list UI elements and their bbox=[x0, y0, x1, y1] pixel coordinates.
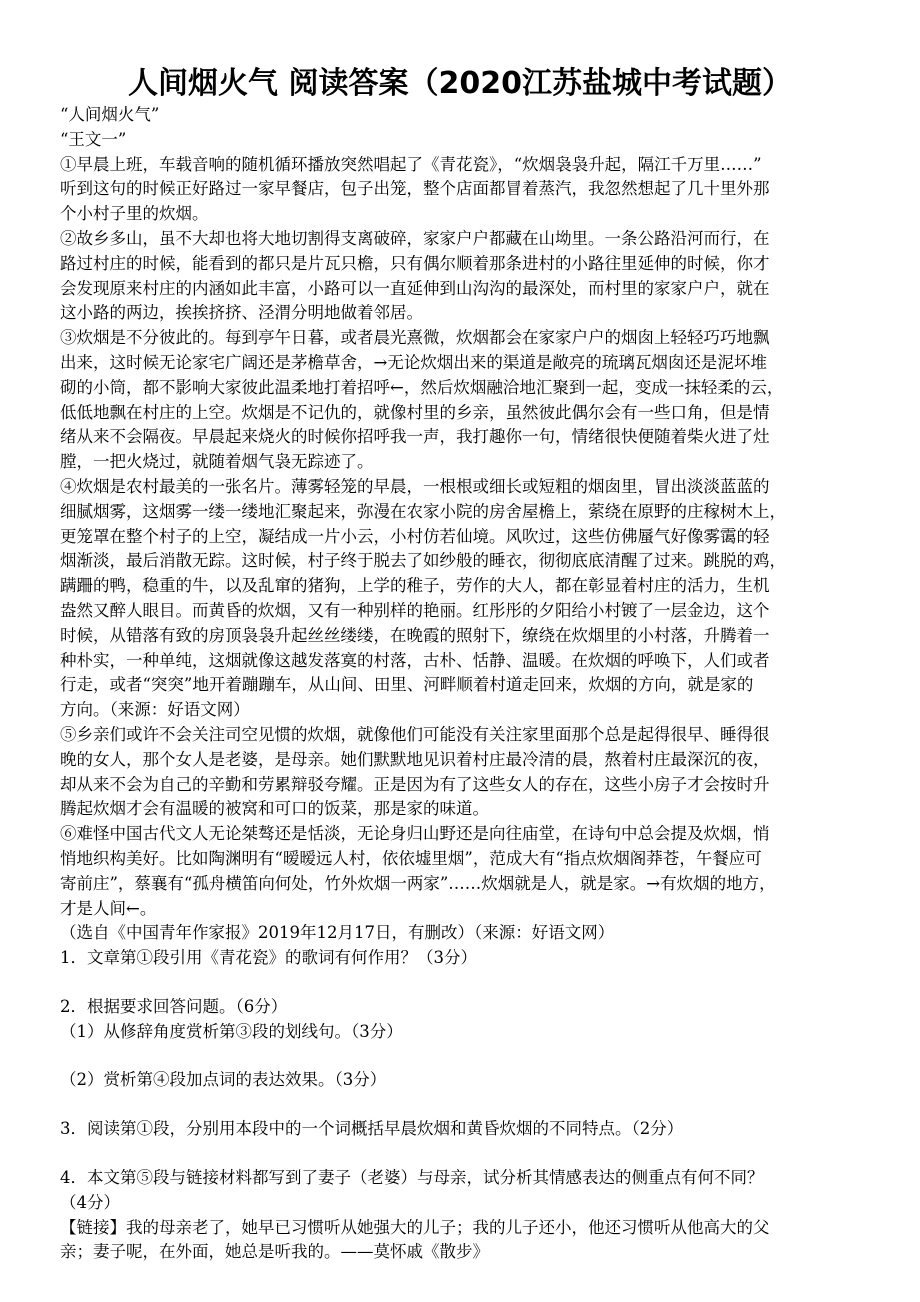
text-line: 晚的女人，那个女人是老婆，是母亲。她们默默地见识着村庄最冷清的晨，熬着村庄最深沉的夜， bbox=[60, 749, 770, 769]
source-note: （选自《中国青年作家报》2019年12月17日，有删改）（来源：好语文网） bbox=[60, 923, 615, 943]
text-line: 绪从来不会隔夜。早晨起来烧火的时候你招呼我一声，我打趣你一句，情绪很快便随着柴火进了灶 bbox=[60, 427, 770, 447]
text-line: 时候，从错落有致的房顶袅袅升起丝丝缕缕，在晚霞的照射下，缭绕在炊烟里的小村落，升腾着一 bbox=[60, 625, 770, 645]
text-line: 悄地织构美好。比如陶渊明有“暧暧远人村，依依墟里烟”，范成大有“指点炊烟阁莽苍，午餐应可 bbox=[60, 848, 762, 868]
question-2: 2．根据要求回答问题。（6分） bbox=[60, 996, 288, 1016]
text-line: 才是人间←。 bbox=[60, 898, 157, 918]
text-line: ⑤乡亲们或许不会关注司空见惯的炊烟，就像他们可能没有关注家里面那个总是起得很早、睡得很 bbox=[60, 724, 770, 744]
text-line: 蹒跚的鸭，稳重的牛，以及乱窜的猪狗，上学的稚子，劳作的大人，都在彰显着村庄的活力，生机 bbox=[60, 576, 770, 596]
link-material: 亲；妻子呢，在外面，她总是听我的。——莫怀戚《散步》 bbox=[60, 1242, 489, 1262]
text-line: 砌的小筒，都不影响大家彼此温柔地打着招呼←，然后炊烟融洽地汇聚到一起，变成一抹轻柔的云， bbox=[60, 377, 784, 397]
text-line: 会发现原来村庄的内涵如此丰富，小路可以一直延伸到山沟沟的最深处，而村里的家家户户，就在 bbox=[60, 278, 770, 298]
text-line: ③炊烟是不分彼此的。每到亭午日暮，或者晨光熹微，炊烟都会在家家户户的烟囱上轻轻巧巧地飘 bbox=[60, 328, 770, 348]
text-line: 膛，一把火烧过，就随着烟气袅无踪迹了。 bbox=[60, 452, 374, 472]
page-title: 人间烟火气 阅读答案（2020江苏盐城中考试题） bbox=[128, 66, 792, 101]
text-line: “人间烟火气” bbox=[60, 105, 160, 124]
text-line: 烟渐淡，最后消散无踪。这时候，村子终于脱去了如纱般的睡衣，彻彻底底清醒了过来。跳脱的鸡， bbox=[60, 551, 786, 571]
question-4: 4．本文第⑤段与链接材料都写到了妻子（老婆）与母亲，试分析其情感表达的侧重点有何不同？ bbox=[60, 1168, 764, 1188]
text-line: ②故乡多山，虽不大却也将大地切割得支离破碎，家家户户都藏在山坳里。一条公路沿河而行，在 bbox=[60, 228, 770, 248]
text-line: 行走，或者“突突”地开着蹦蹦车，从山间、田里、河畔顺着村道走回来，炊烟的方向，就是家的 bbox=[60, 675, 754, 695]
text-line: ⑥难怪中国古代文人无论桀骜还是恬淡，无论身归山野还是向往庙堂，在诗句中总会提及炊烟，悄 bbox=[60, 824, 770, 844]
text-line: 这小路的两边，挨挨挤挤、泾渭分明地做着邻居。 bbox=[60, 303, 423, 323]
text-line: 盎然又醉人眼目。而黄昏的炊烟，又有一种别样的艳丽。红彤彤的夕阳给小村镀了一层金边，这个 bbox=[60, 600, 770, 620]
answer-space bbox=[60, 971, 860, 995]
text-line: 细腻烟雾，这烟雾一缕一缕地汇聚起来，弥漫在农家小院的房舍屋檐上，萦绕在原野的庄稼树木上， bbox=[60, 501, 786, 521]
answer-space bbox=[60, 1044, 860, 1068]
document-body bbox=[60, 103, 860, 1265]
text-line: 听到这句的时候正好路过一家早餐店，包子出笼，整个店面都冒着蒸汽，我忽然想起了几十里外那 bbox=[60, 179, 770, 199]
text-line: 出来，这时候无论家宅广阔还是茅檐草舍，→无论炊烟出来的渠道是敞亮的琉璃瓦烟囱还是泥坏堆 bbox=[60, 352, 767, 372]
question-3: 3．阅读第①段，分别用本段中的一个词概括早晨炊烟和黄昏炊烟的不同特点。（2分） bbox=[60, 1119, 684, 1139]
text-line: 个小村子里的炊烟。 bbox=[60, 204, 209, 224]
text-line: ①早晨上班，车载音响的随机循环播放突然唱起了《青花瓷》，“炊烟袅袅升起，隔江千万里……” bbox=[60, 154, 762, 174]
text-line: 寄前庄”，蔡襄有“孤舟横笛向何处，竹外炊烟一两家”……炊烟就是人，就是家。→有炊烟的地方， bbox=[60, 873, 776, 893]
text-line: 种朴实，一种单纯，这烟就像这越发落寞的村落，古朴、恬静、温暖。在炊烟的呼唤下，人们或者 bbox=[60, 650, 770, 670]
text-line: ④炊烟是农村最美的一张名片。薄雾轻笼的早晨，一根根或细长或短粗的烟囱里，冒出淡淡蓝蓝的 bbox=[60, 476, 770, 496]
question-2-part-2: （2）赏析第④段加点词的表达效果。（3分） bbox=[60, 1070, 387, 1090]
question-4-score: （4分） bbox=[60, 1192, 120, 1212]
link-material: 【链接】我的母亲老了，她早已习惯听从她强大的儿子；我的儿子还小，他还习惯听从他高大的父 bbox=[60, 1217, 770, 1237]
text-line: 低低地飘在村庄的上空。炊烟是不记仇的，就像村里的乡亲，虽然彼此偶尔会有一些口角，但是情 bbox=[60, 402, 770, 422]
text-line: 路过村庄的时候，能看到的都只是片瓦只檐，只有偶尔顺着那条进村的小路往里延伸的时候，你才 bbox=[60, 253, 770, 273]
answer-space bbox=[60, 1142, 860, 1166]
question-2-part-1: （1）从修辞角度赏析第③段的划线句。（3分） bbox=[60, 1021, 403, 1041]
text-line: 腾起炊烟才会有温暖的被窝和可口的饭菜，那是家的味道。 bbox=[60, 799, 489, 819]
text-line: 方向。（来源：好语文网） bbox=[60, 700, 250, 720]
text-line: 却从来不会为自己的辛勤和劳累辩驳夸耀。正是因为有了这些女人的存在，这些小房子才会按时升 bbox=[60, 774, 770, 794]
text-line: “王文一” bbox=[60, 129, 127, 149]
question-1: 1．文章第①段引用《青花瓷》的歌词有何作用？（3分） bbox=[60, 948, 477, 968]
text-line: 更笼罩在整个村子的上空，凝结成一片小云，小村仿若仙境。风吹过，这些仿佛蜃气好像雾霭的轻 bbox=[60, 526, 770, 546]
answer-space bbox=[60, 1093, 860, 1117]
